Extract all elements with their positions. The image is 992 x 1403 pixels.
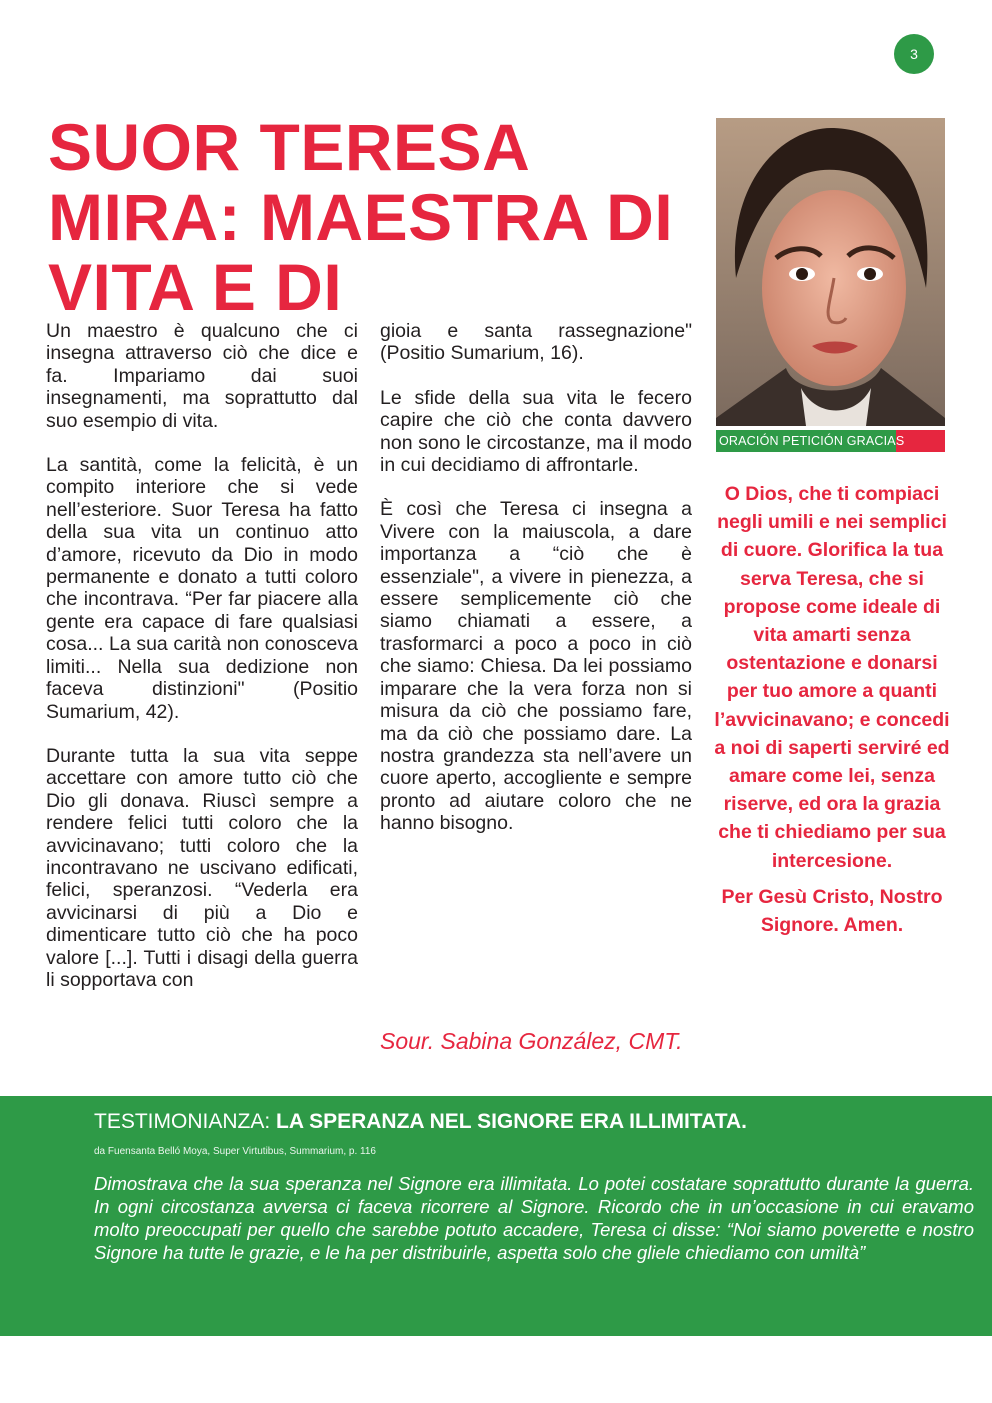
- testimony-heading: TESTIMONIANZA: LA SPERANZA NEL SIGNORE ERA ILLIMITATA.: [94, 1110, 747, 1133]
- prayer-text: [712, 480, 952, 947]
- portrait-photo: [716, 118, 945, 426]
- article-column-2: [380, 320, 692, 857]
- paragraph: gioia e santa rassegnazione" (Positio Sumarium, 16).: [380, 320, 692, 365]
- article-column-1: [46, 320, 358, 1013]
- prayer-main: O Dios, che ti compiaci negli umili e nei semplici di cuore. Glorifica la tua serva Teresa, che si propose come ideale di vita amarti senza ostentazione e donarsi per tuo amore a quanti l’avvicinavano; e concedi a noi di saperti serviré ed amare come lei, senza riserve, ed ora la grazia che ti chiediamo per sua intercesione.: [714, 483, 950, 872]
- paragraph: Un maestro è qualcuno che ci insegna attraverso ciò che dice e fa. Impariamo dai suoi insegnamenti, ma soprattutto dal suo esempio di vita.: [46, 320, 358, 432]
- author-signature: Sour. Sabina González, CMT.: [380, 1028, 683, 1054]
- prayer-banner: [716, 430, 945, 452]
- testimony-label: TESTIMONIANZA: [94, 1110, 265, 1133]
- portrait-illustration: [716, 118, 945, 426]
- paragraph: La santità, come la felicità, è un compito interiore che si vede nell’esteriore. Suor Teresa ha fatto della sua vita un continuo atto d’amore, ricevuto da Dio in modo permanente e donato a tutti coloro che incontrava. “Per far piacere alla gente era capace di fare qualsiasi cosa... La sua carità non conosceva limiti... Nella sua dedizione non faceva distinzioni" (Positio Sumarium, 42).: [46, 454, 358, 723]
- testimony-source: da Fuensanta Belló Moya, Super Virtutibus, Summarium, p. 116: [94, 1146, 376, 1157]
- page-number-badge: 3: [894, 34, 934, 74]
- page-title: SUOR TERESA MIRA: MAESTRA DI VITA E DI: [48, 110, 674, 324]
- paragraph: È così che Teresa ci insegna a Vivere con la maiuscola, a dare importanza a “ciò che è essenziale", a vivere in pienezza, a essere semplicemente ciò che siamo chiamati a essere, a trasformarci a poco a poco in ciò che siamo: Chiesa. Da lei possiamo imparare che la vera forza non si misura da ciò che possiamo fare, ma da ciò che possiamo dare. La nostra grandezza sta nell’avere un cuore aperto, accogliente e sempre pronto ad aiutare coloro che ne hanno bisogno.: [380, 498, 692, 835]
- prayer-banner-label: ORACIÓN PETICIÓN GRACIAS: [716, 430, 896, 452]
- paragraph: Durante tutta la sua vita seppe accettare con amore tutto ciò che Dio gli donava. Riuscì sempre a rendere felici tutti coloro che la avvicinavano; tutti coloro che la incontravano ne uscivano edificati, felici, speranzosi. “Vederla era avvicinarsi di più a Dio e dimenticare tutto ciò che ha poco valore [...]. Tutti i disagi della guerra li sopportava con: [46, 744, 358, 991]
- testimony-title: LA SPERANZA NEL SIGNORE ERA ILLIMITATA.: [276, 1110, 747, 1133]
- testimony-box: [0, 1096, 992, 1336]
- paragraph: Le sfide della sua vita le fecero capire che ciò che conta davvero non sono le circostanze, ma il modo in cui decidiamo di affrontarle.: [380, 386, 692, 477]
- testimony-body: Dimostrava che la sua speranza nel Signore era illimitata. Lo potei costatare soprattutto durante la guerra. In ogni circostanza avversa ci faceva ricorrere al Signore. Ricordo che in un’occasione in cui eravamo molto preoccupati per quello che sarebbe potuto accadere, Teresa ci disse: “Noi siamo poverette e nostro Signore ha tutte le grazie, e le ha per distribuirle, aspetta solo che gliele chiediamo con umiltà”: [94, 1173, 974, 1263]
- prayer-closing: Per Gesù Cristo, Nostro Signore. Amen.: [721, 885, 943, 937]
